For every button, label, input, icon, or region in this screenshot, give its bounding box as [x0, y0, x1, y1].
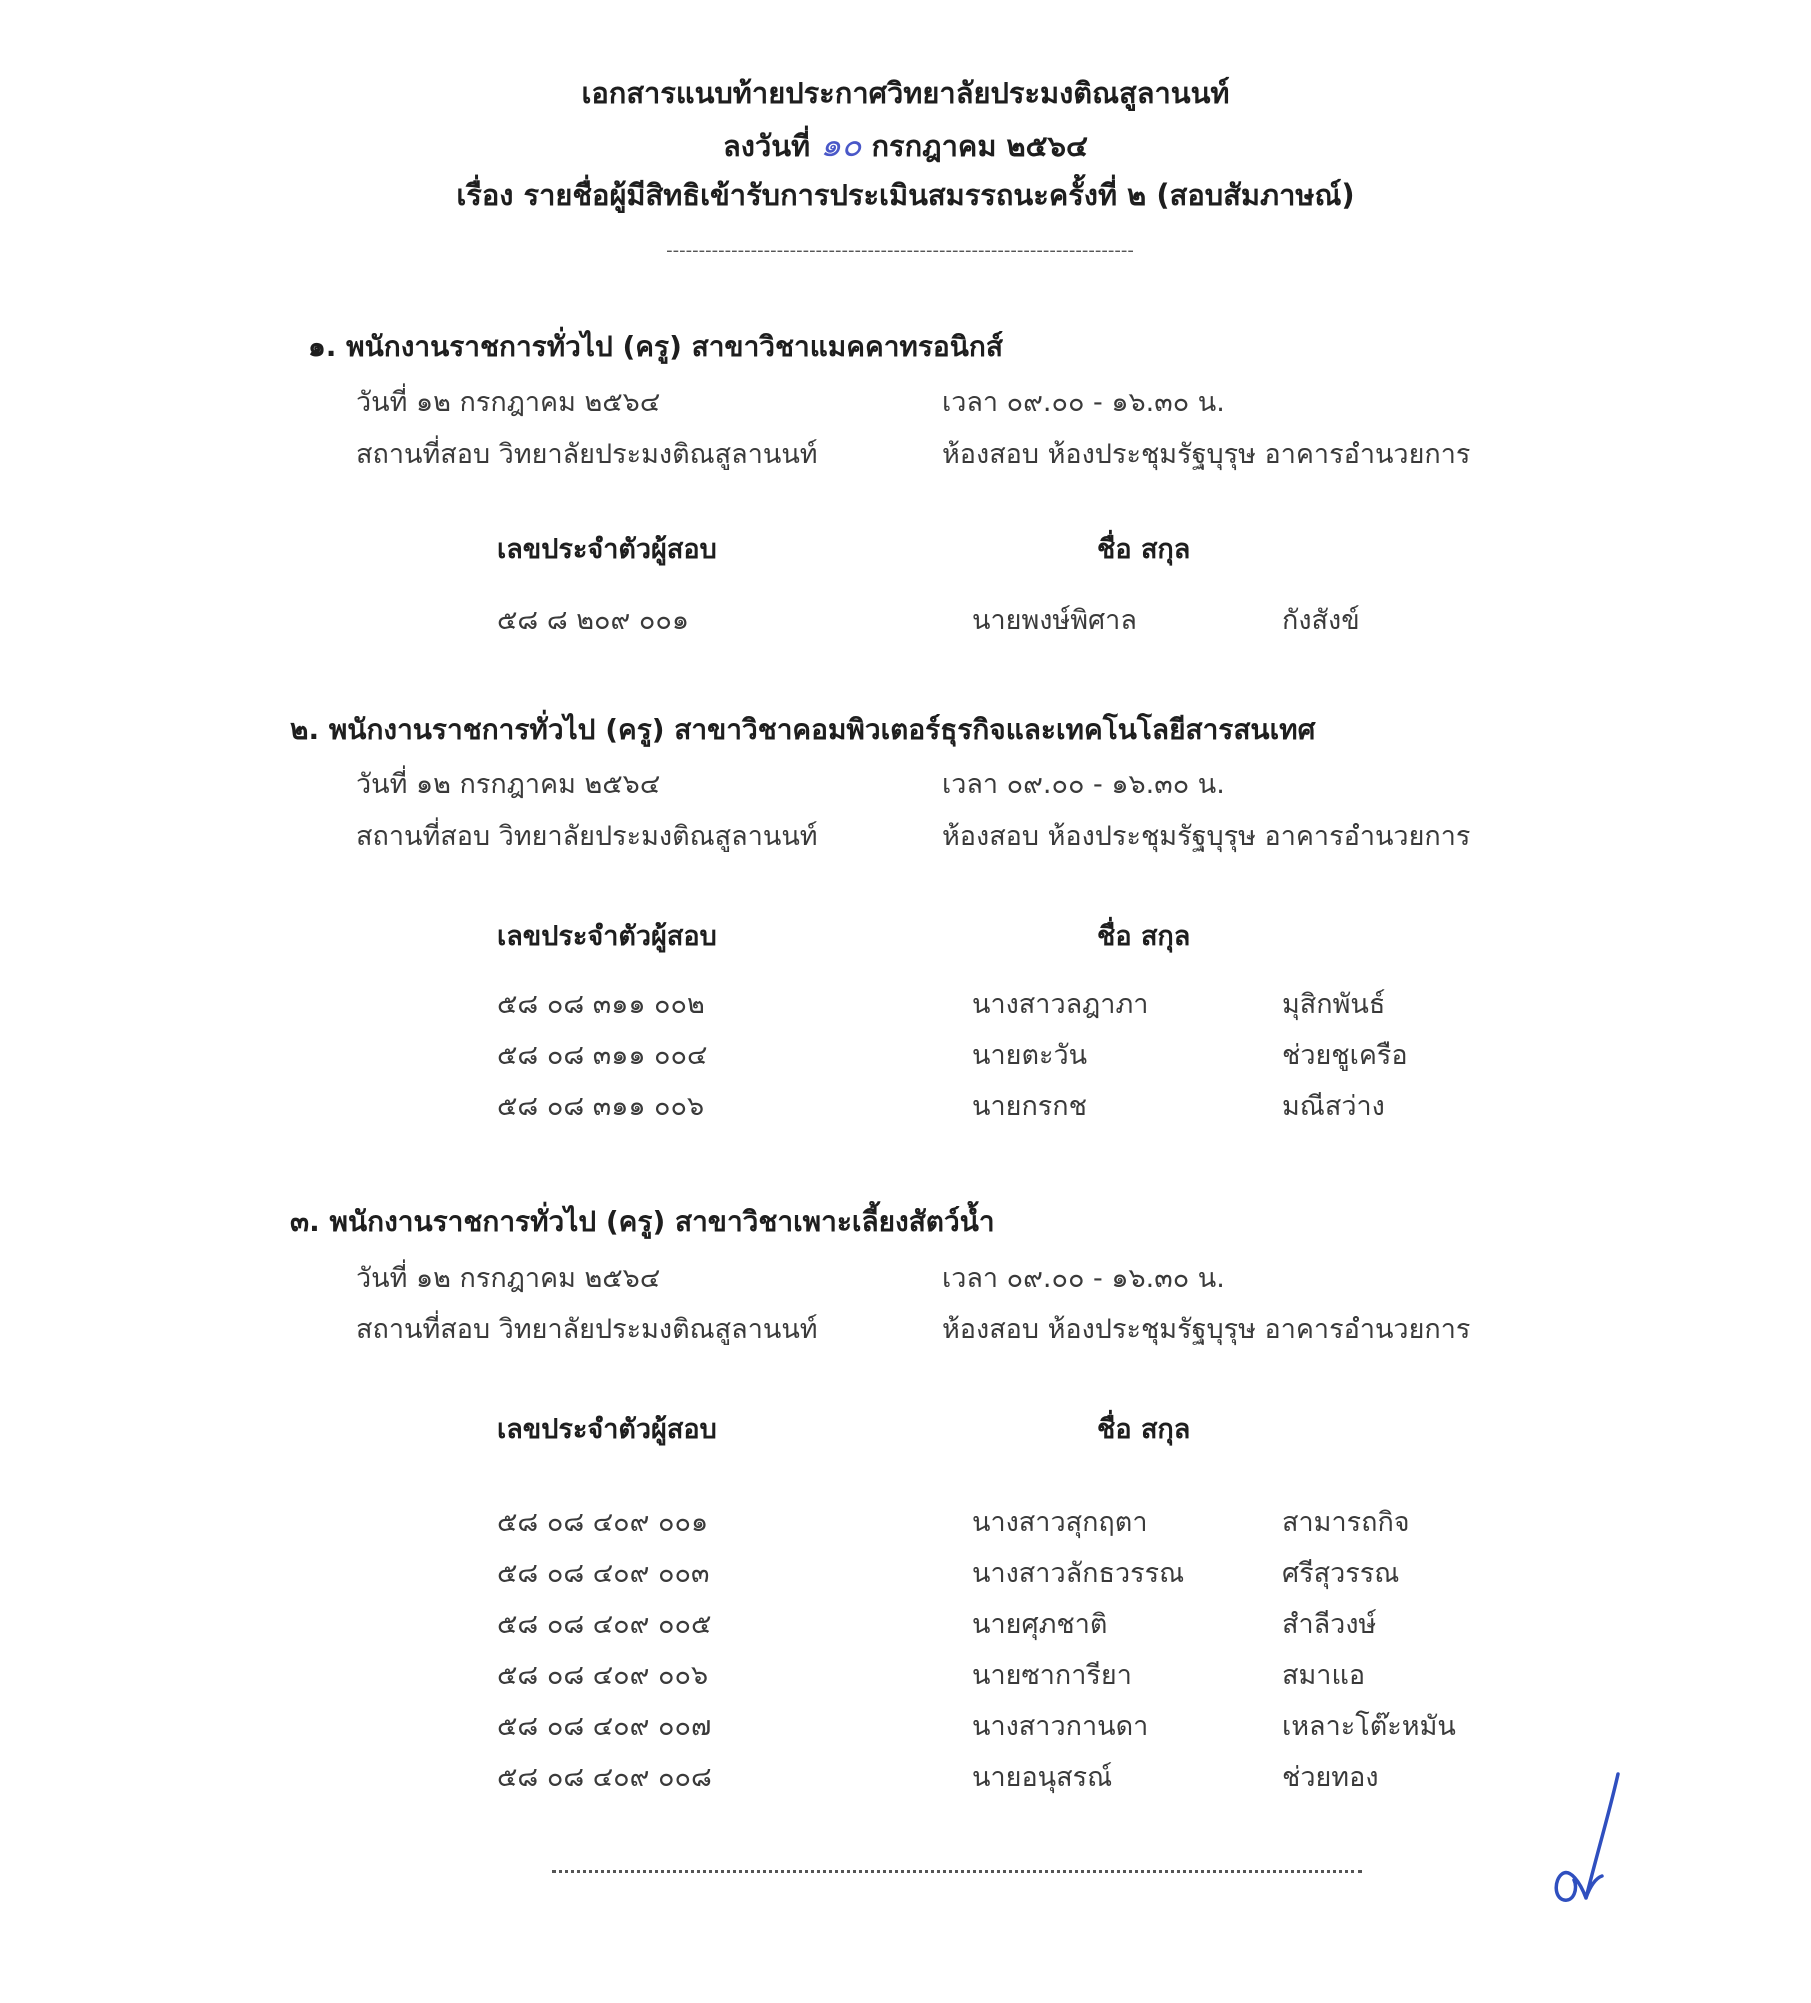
section-2-time: เวลา ๐๙.๐๐ - ๑๖.๓๐ น.: [942, 769, 1225, 800]
last-name: ศรีสุวรรณ: [1282, 1558, 1400, 1589]
signature-stroke: [1556, 1774, 1618, 1900]
exam-id: ๕๘ ๐๘ ๓๑๑ ๐๐๒: [497, 989, 705, 1020]
doc-title: เอกสารแนบท้ายประกาศวิทยาลัยประมงติณสูลานนท์: [581, 76, 1230, 110]
last-name: ช่วยชูเครือ: [1282, 1040, 1408, 1071]
doc-date-suffix: กรกฎาคม ๒๕๖๔: [871, 129, 1088, 163]
section-2-room: ห้องสอบ ห้องประชุมรัฐบุรุษ อาคารอำนวยการ: [942, 821, 1471, 852]
exam-id: ๕๘ ๐๘ ๔๐๙ ๐๐๘: [497, 1762, 712, 1793]
last-name: มุสิกพันธ์: [1282, 989, 1386, 1020]
section-1-col-id: เลขประจำตัวผู้สอบ: [497, 534, 717, 565]
first-name: นางสาวกานดา: [972, 1711, 1149, 1742]
last-name: สามารถกิจ: [1282, 1507, 1410, 1538]
section-1-col-name: ชื่อ สกุล: [1097, 534, 1191, 565]
last-name: สมาแอ: [1282, 1660, 1366, 1691]
last-name: สำลีวงษ์: [1282, 1609, 1377, 1640]
header-separator: ------------------------------------------------------------------------: [666, 240, 1134, 261]
section-3-place: สถานที่สอบ วิทยาลัยประมงติณสูลานนท์: [356, 1314, 818, 1345]
section-1-place: สถานที่สอบ วิทยาลัยประมงติณสูลานนท์: [356, 439, 818, 470]
section-1-room: ห้องสอบ ห้องประชุมรัฐบุรุษ อาคารอำนวยการ: [942, 439, 1471, 470]
doc-date-prefix: ลงวันที่: [723, 129, 811, 163]
doc-date-day-handwritten: ๑๐: [820, 125, 862, 164]
first-name: นายศุภชาติ: [972, 1609, 1108, 1640]
section-2-col-id: เลขประจำตัวผู้สอบ: [497, 921, 717, 952]
first-name: นายอนุสรณ์: [972, 1762, 1113, 1793]
section-1-date: วันที่ ๑๒ กรกฎาคม ๒๕๖๔: [356, 387, 661, 418]
last-name: มณีสว่าง: [1282, 1091, 1385, 1122]
last-name: ช่วยทอง: [1282, 1762, 1379, 1793]
exam-id: ๕๘ ๐๘ ๔๐๙ ๐๐๗: [497, 1711, 712, 1742]
signature-mark: [1540, 1770, 1630, 1910]
exam-id: ๕๘ ๐๘ ๔๐๙ ๐๐๓: [497, 1558, 710, 1589]
first-name: นายตะวัน: [972, 1040, 1088, 1071]
section-2-date: วันที่ ๑๒ กรกฎาคม ๒๕๖๔: [356, 769, 661, 800]
doc-subject: เรื่อง รายชื่อผู้มีสิทธิเข้ารับการประเมินสมรรถนะครั้งที่ ๒ (สอบสัมภาษณ์): [456, 178, 1355, 212]
section-3-room: ห้องสอบ ห้องประชุมรัฐบุรุษ อาคารอำนวยการ: [942, 1314, 1471, 1345]
section-3-title: ๓. พนักงานราชการทั่วไป (ครู) สาขาวิชาเพาะเลี้ยงสัตว์น้ำ: [290, 1205, 995, 1238]
section-3-col-id: เลขประจำตัวผู้สอบ: [497, 1414, 717, 1445]
exam-id: ๕๘ ๐๘ ๔๐๙ ๐๐๕: [497, 1609, 712, 1640]
doc-date-line: [0, 118, 1811, 171]
first-name: นางสาวลฎาภา: [972, 989, 1149, 1020]
first-name: นายพงษ์พิศาล: [972, 605, 1137, 636]
exam-id: ๕๘ ๘ ๒๐๙ ๐๐๑: [497, 605, 689, 636]
exam-id: ๕๘ ๐๘ ๔๐๙ ๐๐๑: [497, 1507, 709, 1538]
exam-id: ๕๘ ๐๘ ๓๑๑ ๐๐๖: [497, 1091, 705, 1122]
last-name: เหลาะโต๊ะหมัน: [1282, 1711, 1456, 1742]
section-3-date: วันที่ ๑๒ กรกฎาคม ๒๕๖๔: [356, 1263, 661, 1294]
exam-id: ๕๘ ๐๘ ๓๑๑ ๐๐๔: [497, 1040, 708, 1071]
exam-id: ๕๘ ๐๘ ๔๐๙ ๐๐๖: [497, 1660, 709, 1691]
first-name: นายซาการียา: [972, 1660, 1132, 1691]
section-2-col-name: ชื่อ สกุล: [1097, 921, 1191, 952]
footer-dotted-line: [552, 1870, 1362, 1873]
section-3-time: เวลา ๐๙.๐๐ - ๑๖.๓๐ น.: [942, 1263, 1225, 1294]
first-name: นางสาวสุกฤตา: [972, 1507, 1148, 1538]
section-3-col-name: ชื่อ สกุล: [1097, 1414, 1191, 1445]
section-1-time: เวลา ๐๙.๐๐ - ๑๖.๓๐ น.: [942, 387, 1225, 418]
first-name: นายกรกช: [972, 1091, 1087, 1122]
last-name: กังสังข์: [1282, 605, 1360, 636]
section-2-place: สถานที่สอบ วิทยาลัยประมงติณสูลานนท์: [356, 821, 818, 852]
first-name: นางสาวลักธวรรณ: [972, 1558, 1185, 1589]
section-1-title: ๑. พนักงานราชการทั่วไป (ครู) สาขาวิชาแมคคาทรอนิกส์: [308, 330, 1003, 363]
section-2-title: ๒. พนักงานราชการทั่วไป (ครู) สาขาวิชาคอมพิวเตอร์ธุรกิจและเทคโนโลยีสารสนเทศ: [290, 713, 1316, 746]
